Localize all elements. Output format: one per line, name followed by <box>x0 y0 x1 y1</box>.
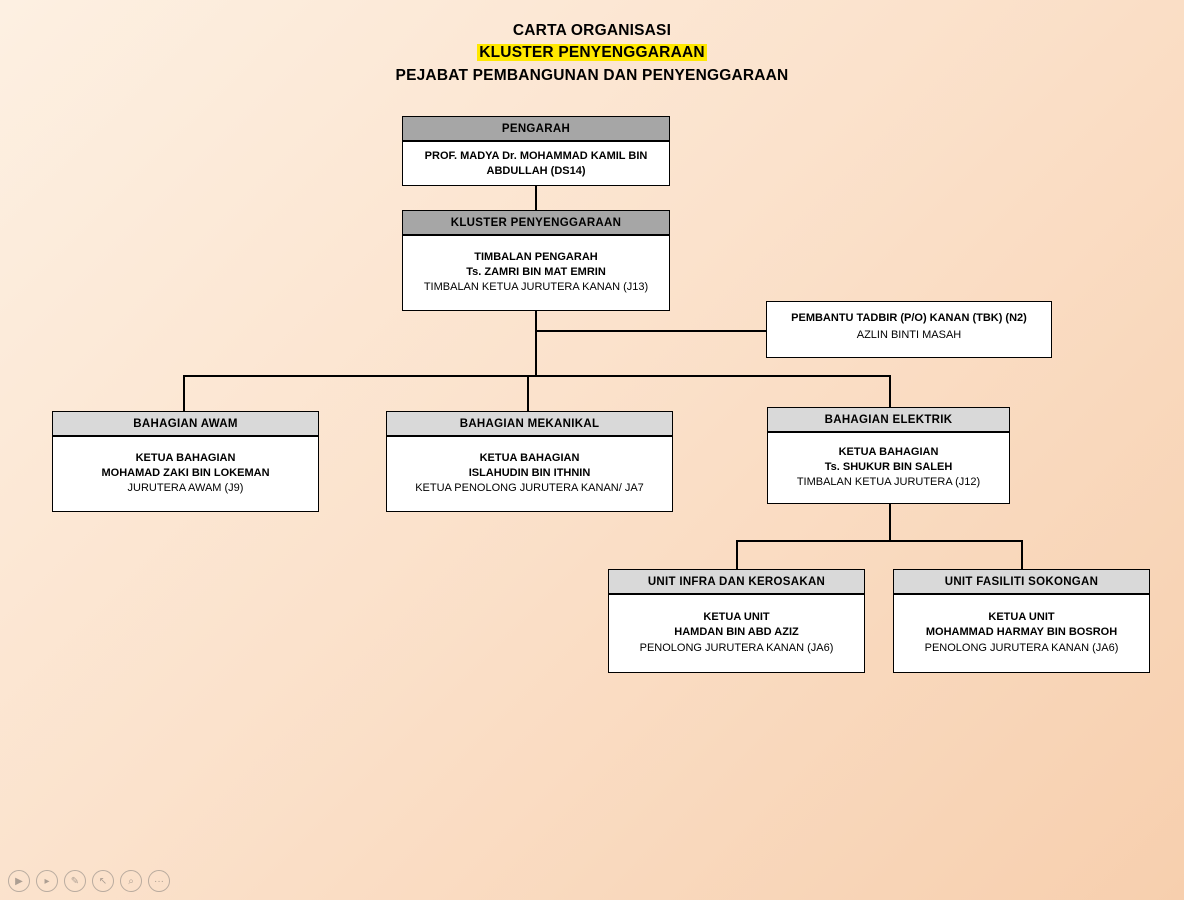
connector-drop-infra <box>736 540 738 570</box>
node-mekanikal-body <box>387 437 672 511</box>
zoom-icon[interactable]: ⌕ <box>120 870 142 892</box>
connector-kluster-pembantu <box>535 330 766 332</box>
connector-drop-fasiliti <box>1021 540 1023 570</box>
connector-kluster-stem <box>535 311 537 375</box>
title-highlight: KLUSTER PENYENGGARAAN <box>479 44 705 62</box>
node-pengarah-body <box>403 142 669 187</box>
node-mekanikal-header: BAHAGIAN MEKANIKAL <box>387 412 672 437</box>
node-kluster-header: KLUSTER PENYENGGARAAN <box>403 211 669 236</box>
connector-bahagian-bus <box>183 375 891 377</box>
node-mekanikal-line1: KETUA BAHAGIAN <box>479 451 580 464</box>
node-bahagian-awam[interactable] <box>52 411 319 512</box>
node-mekanikal-line3: KETUA PENOLONG JURUTERA KANAN/ JA7 <box>415 482 644 495</box>
node-kluster-penyenggaraan[interactable] <box>402 210 670 311</box>
title-line-2 <box>0 42 1184 64</box>
node-bahagian-elektrik[interactable] <box>767 407 1010 504</box>
connector-drop-elektrik <box>889 375 891 411</box>
node-elektrik-line3: TIMBALAN KETUA JURUTERA (J12) <box>796 476 981 489</box>
node-elektrik-body <box>768 433 1009 503</box>
node-awam-header: BAHAGIAN AWAM <box>53 412 318 437</box>
node-awam-body <box>53 437 318 511</box>
node-fasiliti-header: UNIT FASILITI SOKONGAN <box>894 570 1149 595</box>
pen-icon[interactable]: ✎ <box>64 870 86 892</box>
node-kluster-line2: Ts. ZAMRI BIN MAT EMRIN <box>466 265 606 278</box>
connector-drop-mekanikal <box>527 375 529 411</box>
node-pengarah-line2: ABDULLAH (DS14) <box>486 165 586 178</box>
more-icon[interactable]: ··· <box>148 870 170 892</box>
node-mekanikal-line2: ISLAHUDIN BIN ITHNIN <box>468 466 591 479</box>
node-fasiliti-line1: KETUA UNIT <box>988 611 1055 624</box>
presentation-toolbar[interactable] <box>8 870 170 892</box>
node-infra-body <box>609 595 864 672</box>
node-awam-line3: JURUTERA AWAM (J9) <box>127 482 244 495</box>
node-kluster-line3: TIMBALAN KETUA JURUTERA KANAN (J13) <box>423 281 649 294</box>
node-pembantu-line1: PEMBANTU TADBIR (P/O) KANAN (TBK) (N2) <box>791 312 1027 324</box>
node-elektrik-line1: KETUA BAHAGIAN <box>838 445 939 458</box>
node-infra-line2: HAMDAN BIN ABD AZIZ <box>674 626 799 639</box>
pointer-icon[interactable]: ↖ <box>92 870 114 892</box>
node-infra-line3: PENOLONG JURUTERA KANAN (JA6) <box>639 641 834 654</box>
connector-unit-bus <box>736 540 1022 542</box>
node-fasiliti-line2: MOHAMMAD HARMAY BIN BOSROH <box>925 626 1118 639</box>
node-elektrik-header: BAHAGIAN ELEKTRIK <box>768 408 1009 433</box>
page-title <box>0 20 1184 87</box>
connector-drop-awam <box>183 375 185 411</box>
node-awam-line1: KETUA BAHAGIAN <box>135 451 236 464</box>
node-pengarah-header: PENGARAH <box>403 117 669 142</box>
node-awam-line2: MOHAMAD ZAKI BIN LOKEMAN <box>101 466 270 479</box>
connector-pengarah-kluster <box>535 185 537 210</box>
node-infra-line1: KETUA UNIT <box>703 611 770 624</box>
node-fasiliti-body <box>894 595 1149 672</box>
node-unit-fasiliti-sokongan[interactable] <box>893 569 1150 673</box>
play-icon[interactable]: ▶ <box>8 870 30 892</box>
node-kluster-line1: TIMBALAN PENGARAH <box>474 250 598 263</box>
node-kluster-body <box>403 236 669 310</box>
next-icon[interactable]: ▸ <box>36 870 58 892</box>
node-pembantu-line2: AZLIN BINTI MASAH <box>856 328 962 341</box>
node-pembantu-tadbir[interactable] <box>766 301 1052 358</box>
node-pengarah-line1: PROF. MADYA Dr. MOHAMMAD KAMIL BIN <box>424 150 648 162</box>
node-elektrik-line2: Ts. SHUKUR BIN SALEH <box>824 460 953 473</box>
connector-elektrik-stem <box>889 504 891 540</box>
node-fasiliti-line3: PENOLONG JURUTERA KANAN (JA6) <box>924 641 1119 654</box>
node-pengarah[interactable] <box>402 116 670 186</box>
title-line-3: PEJABAT PEMBANGUNAN DAN PENYENGGARAAN <box>395 66 789 84</box>
title-line-1: CARTA ORGANISASI <box>512 22 672 39</box>
node-infra-header: UNIT INFRA DAN KEROSAKAN <box>609 570 864 595</box>
node-unit-infra-dan-kerosakan[interactable] <box>608 569 865 673</box>
node-bahagian-mekanikal[interactable] <box>386 411 673 512</box>
